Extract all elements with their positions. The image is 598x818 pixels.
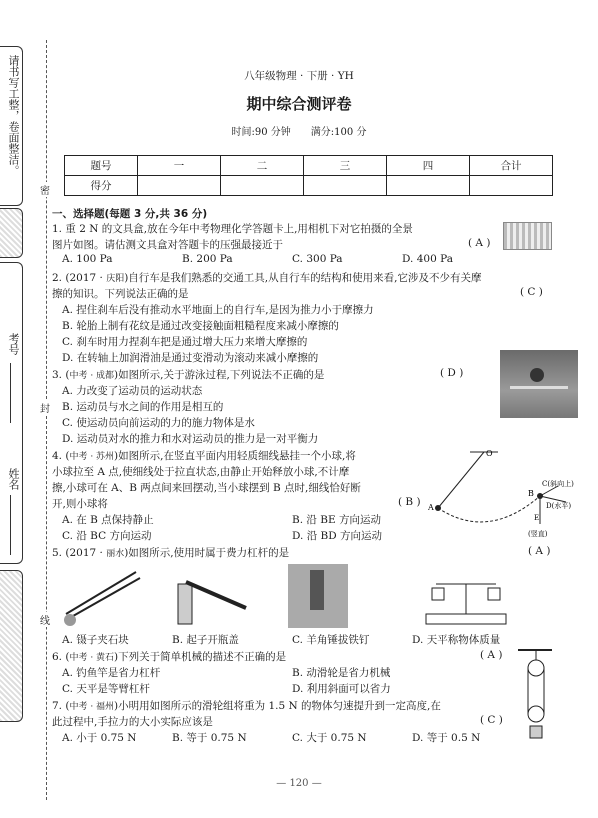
- q7-line2: 此过程中,手拉力的大小实际应该是: [52, 716, 213, 728]
- q1-option-d: D. 400 Pa: [402, 253, 453, 265]
- label-kaohao: 考号: [7, 333, 20, 355]
- score-header-cell: 一: [138, 156, 221, 176]
- q1-line1: 1. 重 2 N 的文具盒,放在今年中考物理化学答题卡上,用相机下对它拍摄的全景: [52, 223, 413, 235]
- q3-option-c: C. 使运动员向前运动的力的施力物体是水: [62, 417, 255, 429]
- q2-option-b: B. 轮胎上制有花纹是通过改变接触面粗糙程度来减小摩擦的: [62, 320, 339, 332]
- ball-a-icon: [435, 505, 441, 511]
- side-tab-hatched-1: [0, 208, 23, 258]
- q7-option-b: B. 等于 0.75 N: [172, 732, 247, 744]
- swimmer-head-icon: [530, 368, 544, 382]
- time-info: 时间:90 分钟 满分:100 分: [231, 127, 367, 138]
- q3-option-a: A. 力改变了运动员的运动状态: [62, 385, 203, 397]
- q7-option-d: D. 等于 0.5 N: [412, 732, 481, 744]
- q3-option-b: B. 运动员与水之间的作用是相互的: [62, 401, 224, 413]
- claw-hammer-image: [288, 564, 348, 628]
- q5-option-c: C. 羊角锤拔铁钉: [292, 634, 370, 646]
- score-cell[interactable]: [138, 176, 221, 196]
- q1-option-c: C. 300 Pa: [292, 253, 343, 265]
- weight-block: [530, 726, 542, 738]
- q5-option-d: D. 天平称物体质量: [412, 634, 501, 646]
- bottle-opener-image: [178, 582, 246, 624]
- seal-mi: 密: [40, 182, 50, 197]
- score-table: [64, 155, 553, 196]
- q7-option-a: A. 小于 0.75 N: [62, 732, 137, 744]
- xingming-field-line[interactable]: [10, 495, 11, 555]
- label-vertical: (竖直): [528, 530, 548, 538]
- q6-option-a: A. 钓鱼竿是省力杠杆: [62, 667, 161, 679]
- seal-feng: 封: [40, 400, 50, 415]
- score-header-cell: 三: [304, 156, 387, 176]
- balance-image: [426, 584, 506, 624]
- pendulum-arc: [438, 496, 540, 522]
- label-e: E: [534, 514, 540, 522]
- q5-answer: ( A ): [528, 545, 551, 557]
- q2-option-c: C. 刹车时用力捏刹车把是通过增大压力来增大摩擦的: [62, 336, 308, 348]
- label-d: D(水平): [546, 502, 572, 510]
- water-surface-line: [510, 386, 568, 389]
- q2-line1: 2. (2017 · 庆阳)自行车是我们熟悉的交通工具,从自行车的结构和使用来看,它涉及不少有关摩: [52, 272, 482, 284]
- label-o: O: [486, 449, 493, 458]
- score-cell[interactable]: [304, 176, 387, 196]
- label-b: B: [528, 489, 534, 498]
- q6-option-b: B. 动滑轮是省力机械: [292, 667, 391, 679]
- q4-pendulum-diagram: [428, 446, 578, 540]
- score-row-label: 得分: [65, 176, 138, 196]
- label-a: A: [428, 503, 434, 512]
- q4-line2: 小球拉至 A 点,使细线处于拉直状态,由静止开始释放小球,不计摩: [52, 466, 350, 478]
- score-header-cell: 四: [387, 156, 470, 176]
- score-header-cell: 题号: [65, 156, 138, 176]
- q7-pulley-diagram: [516, 648, 556, 744]
- q4-answer: ( B ): [398, 496, 421, 508]
- score-cell[interactable]: [221, 176, 304, 196]
- q2-answer: ( C ): [520, 286, 543, 298]
- label-xingming: 姓名: [7, 468, 20, 490]
- q6-option-d: D. 利用斜面可以省力: [292, 683, 391, 695]
- score-table-score-row: [65, 176, 553, 196]
- course-line: 八年级物理 · 下册 · YH: [244, 70, 354, 82]
- score-cell[interactable]: [470, 176, 553, 196]
- score-cell[interactable]: [387, 176, 470, 196]
- q2-option-a: A. 捏住刹车后没有推动水平地面上的自行车,是因为推力小于摩擦力: [62, 304, 374, 316]
- q4-source: 中考 · 苏州: [69, 452, 115, 462]
- q6-option-c: C. 天平是等臂杠杆: [62, 683, 150, 695]
- q6-line1: 6. (中考 · 黄石)下列关于简单机械的描述不正确的是: [52, 651, 287, 663]
- seal-dashed-line: [46, 40, 47, 800]
- q1-answer: ( A ): [468, 237, 491, 249]
- q2-option-d: D. 在转轴上加润滑油是通过变滑动为滚动来减小摩擦的: [62, 352, 319, 364]
- q7-source: 中考 · 福州: [69, 702, 115, 712]
- q4-option-b: B. 沿 BE 方向运动: [292, 514, 381, 526]
- q1-answer-card-image: [503, 222, 552, 250]
- q7-answer: ( C ): [480, 714, 503, 726]
- q4-line1: 4. (中考 · 苏州)如图所示,在竖直平面内用轻质细线悬挂一个小球,将: [52, 450, 356, 462]
- q2-source: 庆阳: [106, 274, 125, 284]
- side-tab-top-text: 请书写工整，卷面整洁。: [7, 55, 20, 176]
- q3-source: 中考 · 成都: [69, 371, 115, 381]
- q4-option-c: C. 沿 BC 方向运动: [62, 530, 152, 542]
- q4-line3: 擦,小球可在 A、B 两点间来回摆动,当小球摆到 B 点时,细线恰好断: [52, 482, 361, 494]
- pendulum-string: [438, 452, 484, 508]
- q1-option-b: B. 200 Pa: [182, 253, 233, 265]
- q5-option-a: A. 镊子夹石块: [62, 634, 129, 646]
- side-tab-fields: [0, 262, 23, 564]
- q3-swimmer-image: [500, 350, 578, 418]
- q5-option-b: B. 起子开瓶盖: [172, 634, 239, 646]
- movable-pulley-icon: [528, 706, 544, 722]
- q3-line1: 3. (中考 · 成都)如图所示,关于游泳过程,下列说法不正确的是: [52, 369, 325, 381]
- q5-figures: [56, 564, 576, 632]
- q3-answer: ( D ): [440, 367, 464, 379]
- q2-line2: 擦的知识。下列说法正确的是: [52, 288, 189, 300]
- q5-source: 丽水: [106, 549, 125, 559]
- section-heading: 一、选择题(每题 3 分,共 36 分): [52, 208, 208, 220]
- q6-answer: ( A ): [480, 649, 503, 661]
- tweezers-image: [64, 572, 140, 626]
- seal-xian: 线: [40, 612, 50, 627]
- label-c: C(斜向上): [542, 480, 574, 488]
- score-table-header-row: [65, 156, 553, 176]
- score-header-cell: 二: [221, 156, 304, 176]
- q3-option-d: D. 运动员对水的推力和水对运动员的推力是一对平衡力: [62, 433, 319, 445]
- q1-line2: 图片如图。请估测文具盒对答题卡的压强最接近于: [52, 239, 283, 251]
- kaohao-field-line[interactable]: [10, 363, 11, 423]
- score-header-cell: 合计: [470, 156, 553, 176]
- q7-line1: 7. (中考 · 福州)小明用如图所示的滑轮组将重为 1.5 N 的物体匀速提升到一定高度,在: [52, 700, 441, 712]
- side-tab-hatched-2: [0, 570, 23, 722]
- q5-line1: 5. (2017 · 丽水)如图所示,使用时属于费力杠杆的是: [52, 547, 290, 559]
- fixed-pulley-icon: [528, 660, 544, 676]
- q1-option-a: A. 100 Pa: [62, 253, 113, 265]
- q4-option-a: A. 在 B 点保持静止: [62, 514, 154, 526]
- q7-option-c: C. 大于 0.75 N: [292, 732, 367, 744]
- q4-line4: 开,则小球将: [52, 498, 108, 510]
- q4-option-d: D. 沿 BD 方向运动: [292, 530, 383, 542]
- page-title: 期中综合测评卷: [246, 95, 352, 113]
- page-number: — 120 —: [276, 778, 322, 789]
- q6-source: 中考 · 黄石: [69, 653, 115, 663]
